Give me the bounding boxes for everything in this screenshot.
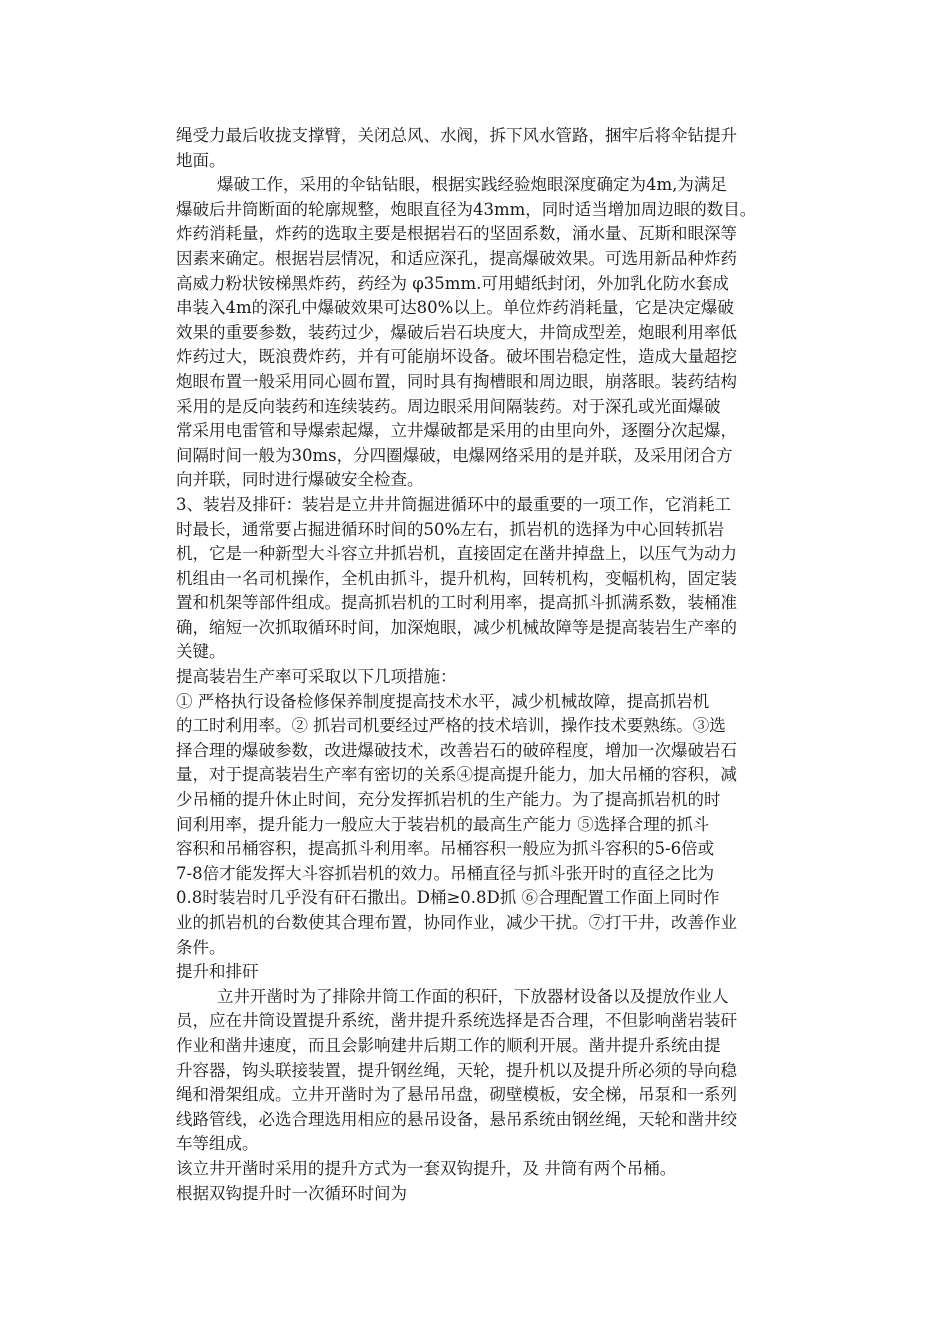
text-line: 炸药过大，既浪费炸药，并有可能崩坏设备。破坏围岩稳定性，造成大量超挖 — [176, 347, 737, 367]
text-line: 条件。 — [176, 937, 226, 957]
text-line: 炮眼布置一般采用同心圆布置，同时具有掏槽眼和周边眼，崩落眼。装药结构 — [176, 371, 737, 391]
text-line: 少吊桶的提升休止时间，充分发挥抓岩机的生产能力。为了提高抓岩机的时 — [176, 790, 721, 810]
text-line: 机组由一名司机操作，全机由抓斗，提升机构，回转机构，变幅机构，固定装 — [176, 568, 737, 588]
text-line: 效果的重要参数，装药过少，爆破后岩石块度大，井筒成型差，炮眼利用率低 — [176, 322, 737, 342]
text-line: 择合理的爆破参数，改进爆破技术，改善岩石的破碎程度，增加一次爆破岩石 — [176, 740, 737, 760]
text-line: 串装入4m的深孔中爆破效果可达80%以上。单位炸药消耗量，它是决定爆破 — [176, 298, 734, 318]
text-line: 爆破后井筒断面的轮廓规整，炮眼直径为43mm，同时适当增加周边眼的数目。 — [176, 199, 757, 219]
text-line: 炸药消耗量，炸药的选取主要是根据岩石的坚固系数，涌水量、瓦斯和眼深等 — [176, 224, 737, 244]
text-line: 绳受力最后收拢支撑臂，关闭总风、水阀，拆下风水管路，捆牢后将伞钻提升 — [176, 126, 737, 145]
text-line: 地面。 — [176, 150, 226, 170]
text-line: 的工时利用率。② 抓岩司机要经过严格的技术培训，操作技术要熟练。③选 — [176, 716, 726, 736]
text-line: 采用的是反向装药和连续装药。周边眼采用间隔装药。对于深孔或光面爆破 — [176, 396, 721, 416]
text-line: 车等组成。 — [176, 1134, 259, 1154]
text-line: 量，对于提高装岩生产率有密切的关系④提高提升能力，加大吊桶的容积，减 — [176, 765, 737, 785]
text-line: 7-8倍才能发挥大斗容抓岩机的效力。吊桶直径与抓斗张开时的直径之比为 — [176, 863, 715, 883]
text-line: 因素来确定。根据岩层情况，和适应深孔，提高爆破效果。可选用新品种炸药 — [176, 248, 737, 268]
text-line: 常采用电雷管和导爆索起爆，立井爆破都是采用的由里向外，逐圈分次起爆， — [176, 421, 737, 441]
text-line: 间利用率，提升能力一般应大于装岩机的最高生产能力 ⑤选择合理的抓斗 — [176, 814, 710, 834]
section-heading-line: 3、装岩及排矸：装岩是立井井筒掘进循环中的最重要的一项工作，它消耗工 — [176, 494, 731, 514]
text-line: ① 严格执行设备检修保养制度提高技术水平，减少机械故障，提高抓岩机 — [176, 691, 710, 711]
text-line: 绳和滑架组成。立井开凿时为了悬吊吊盘，砌壁模板，安全梯，吊泵和一系列 — [176, 1085, 737, 1105]
text-line: 间隔时间一般为30ms，分四圈爆破，电爆网络采用的是并联，及采用闭合方 — [176, 445, 733, 465]
document-body — [176, 124, 824, 1206]
text-line: 确，缩短一次抓取循环时间，加深炮眼，减少机械故障等是提高装岩生产率的 — [176, 617, 737, 637]
section-heading-line: 提升和排矸 — [176, 962, 259, 982]
text-line: 0.8时装岩时几乎没有矸石撒出。D桶≥0.8D抓 ⑥合理配置工作面上同时作 — [176, 888, 720, 908]
text-line: 置和机架等部件组成。提高抓岩机的工时利用率，提高抓斗抓满系数，装桶准 — [176, 593, 737, 613]
text-line: 高威力粉状铵梯黑炸药，药经为 φ35mm.可用蜡纸封闭，外加乳化防水套成 — [176, 273, 729, 293]
paragraph-start-line: 爆破工作，采用的伞钻钻眼，根据实践经验炮眼深度确定为4m,为满足 — [217, 175, 727, 195]
text-line: 向并联，同时进行爆破安全检查。 — [176, 470, 424, 490]
text-line: 升容器，钩头联接装置，提升钢丝绳，天轮，提升机以及提升所必须的导向稳 — [176, 1060, 737, 1080]
text-line: 员，应在井筒设置提升系统，凿井提升系统选择是否合理，不但影响凿岩装矸 — [176, 1011, 737, 1031]
text-line: 提高装岩生产率可采取以下几项措施： — [176, 667, 457, 687]
text-line: 容积和吊桶容积，提高抓斗利用率。吊桶容积一般应为抓斗容积的5-6倍或 — [176, 839, 715, 859]
paragraph-start-line: 立井开凿时为了排除井筒工作面的积矸，下放器材设备以及提放作业人 — [217, 986, 729, 1006]
text-line: 根据双钩提升时一次循环时间为 — [176, 1183, 407, 1203]
text-line: 时最长，通常要占掘进循环时间的50%左右，抓岩机的选择为中心回转抓岩 — [176, 519, 725, 539]
text-line: 业的抓岩机的台数使其合理布置，协同作业，减少干扰。⑦打干井，改善作业 — [176, 913, 737, 932]
text-line: 该立井开凿时采用的提升方式为一套双钩提升，及 井筒有两个吊桶。 — [176, 1158, 677, 1178]
text-line: 线路管线，必选合理选用相应的悬吊设备，悬吊系统由钢丝绳，天轮和凿井绞 — [176, 1109, 737, 1129]
text-line: 关键。 — [176, 642, 226, 662]
text-line: 机，它是一种新型大斗容立井抓岩机，直接固定在凿井掉盘上，以压气为动力 — [176, 544, 737, 564]
text-line: 作业和凿井速度，而且会影响建井后期工作的顺利开展。凿井提升系统由提 — [176, 1035, 721, 1055]
